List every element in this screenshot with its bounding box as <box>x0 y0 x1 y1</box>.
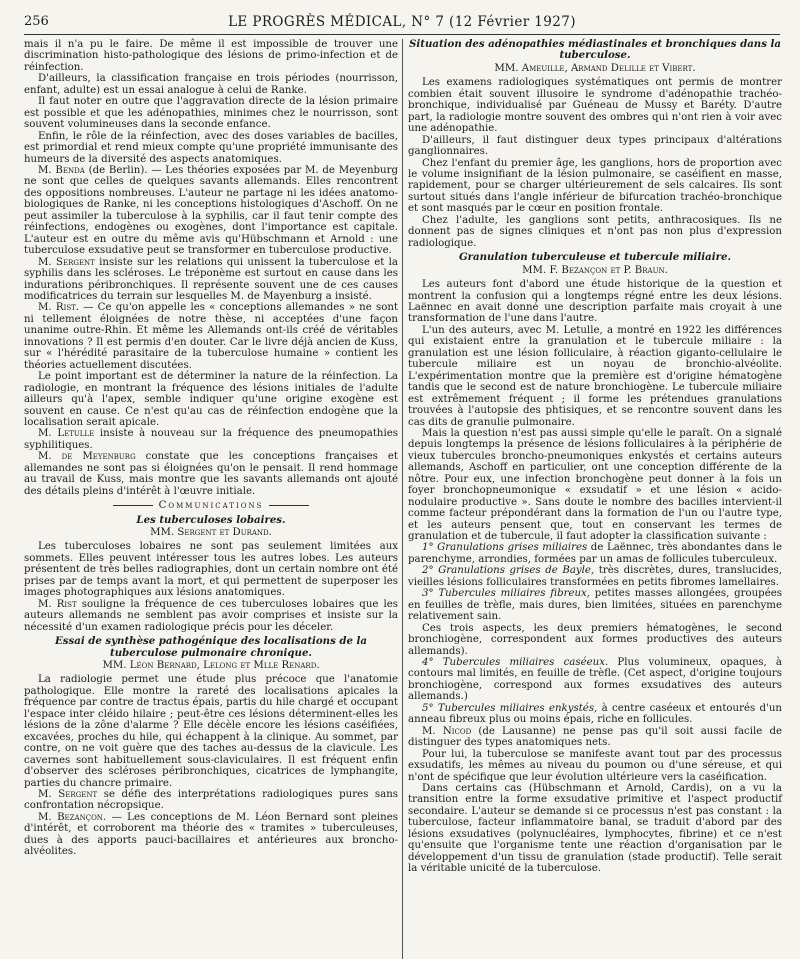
paragraph-text: — Ce qu'on appelle les « conceptions allemandes » ne sont ni tellement éloignées de notre thèse, ni acceptées d'une façon unanime outre-Rhin. Et même les Allemands ont-ils créé de véritables innovations ? Il est permis d'en douter. Car le livre déjà ancien de Kuss, sur « l'hérédité parasitaire de la tuberculose humaine » contient les théories actuellement discutées. <box>24 302 399 371</box>
paragraph <box>24 257 398 303</box>
section-title: Granulation tuberculeuse et tubercule miliaire. <box>458 251 732 264</box>
speaker-name: M. Letulle <box>38 428 95 440</box>
communications-heading <box>24 500 398 511</box>
list-item <box>408 542 782 565</box>
paragraph <box>24 302 398 371</box>
list-item-head: 3° Tubercules miliaires fibreux, <box>422 588 591 600</box>
paragraph-text: (de Lausanne) ne pense pas qu'il soit aussi facile de distinguer des types anatomiques nets. <box>408 725 782 749</box>
section-title: Les tuberculoses lobaires. <box>136 513 286 526</box>
heading-rule <box>113 505 153 506</box>
paragraph: mais il n'a pu le faire. De même il est impossible de trouver une discrimination histo-pathologique des lésions de primo-infection et de réinfection. <box>24 39 398 73</box>
paragraph-text: — Les conceptions de M. Léon Bernard sont pleines d'intérêt, et corroborent ma théorie des « tramites » tuberculeuses, dues à des apports pauci-bacillaires et antérieures aux broncho-alvéolites. <box>24 811 398 858</box>
paragraph: Le point important est de déterminer la nature de la réinfection. La radiologie, en montrant la fréquence des lésions initiales de l'adulte ailleurs qu'à l'apex, semble indiquer qu'une origine exogène est souvent en cause. Ce n'est qu'au cas de réinfection endogène que la localisation serait apicale. <box>24 371 398 428</box>
paragraph: Les auteurs font d'abord une étude historique de la question et montrent la confusion qui a longtemps régné entre les deux lésions. Laënnec en avait donné une description parfaite mais croyait à une transformation de l'une dans l'autre. <box>408 279 782 325</box>
paragraph-text: insiste à nouveau sur la fréquence des pneumopathies syphilitiques. <box>24 428 398 451</box>
paragraph: La radiologie permet une étude plus précoce que l'anatomie pathologique. Elle montre la rareté des localisations apicales la fréquence par contre de tractus épais, partis du hile chargé et occupant l'espace inter cléido hilaire ; peut-être ces lésions déterminent-elles les lésions de la zône d'alarme ? Elle décèle encore les lésions caséifiées, excavées, proches du hile, qui échappent à la clinique. Au sommet, par contre, on ne voit guère que des taches au-dessus de la clavicule. Les cavernes sont habituellement sous-claviculaires. Il est fréquent enfin d'observer des scléroses péribronchiques, cicatrices de lymphangite, parties du chancre primaire. <box>24 674 398 789</box>
paragraph <box>24 428 398 451</box>
paragraph: Dans certains cas (Hübschmann et Arnold, Cardis), on a vu la transition entre la forme exsudative primitive et l'aspect productif secondaire. L'auteur se demande si ce processus n'est pas constant : la tuberculose, facteur inflammatoire banal, se traduit d'abord par des lésions exsudatives (polynucléaires, lymphocytes, fibrine) et ce n'est qu'ensuite que l'organisme tente une réaction d'organisation par le développement d'un tissu de granulation (stade productif). Telle serait la véritable unicité de la tuberculose. <box>408 783 782 875</box>
paragraph-text: constate que les conceptions françaises et allemandes ne sont pas si éloignées qu'on le pensait. Il rend hommage au travail de Kuss, mais montre que les savants allemands ont ajouté des détails pleins d'intérêt à l'œuvre initiale. <box>24 451 398 497</box>
list-item <box>408 588 782 622</box>
paragraph: Chez l'enfant du premier âge, les ganglions, hors de proportion avec le volume insignifiant de la lésion pulmonaire, se caséifient en masse, rapidement, pour se charger ultérieurement de sels calcaires. Ils sont surtout situés dans l'angle inférieur de bifurcation trachéo-bronchique et sont masqués par le cœur en position frontale. <box>408 157 782 215</box>
list-item <box>408 703 782 726</box>
heading-rule <box>269 505 309 506</box>
paragraph: Il faut noter en outre que l'aggravation directe de la lésion primaire est possible et que les adénopathies, minimes chez le nourrisson, sont souvent volumineuses dans la seconde enfance. <box>24 96 398 131</box>
page-number: 256 <box>24 14 49 29</box>
paragraph: Chez l'adulte, les ganglions sont petits, anthracosiques. Ils ne donnent pas de signes cliniques et n'ont pas non plus d'expression radiologique. <box>408 214 782 249</box>
list-item-head: 5° Tubercules miliaires enkystés, <box>422 702 598 714</box>
speaker-name: M. Nicod <box>422 725 472 737</box>
paragraph <box>24 599 398 633</box>
list-item <box>408 565 782 588</box>
list-item <box>408 657 782 703</box>
paragraph <box>24 165 398 257</box>
speaker-name: M. Rist. <box>38 302 80 314</box>
section-authors: MM. Ameuille, Armand Delille et Vibert. <box>494 62 696 74</box>
list-item-head: 4° Tubercules miliaires caséeux. <box>422 657 609 669</box>
speaker-name: M. Benda <box>38 164 85 176</box>
paragraph-text: (de Berlin). — Les théories exposées par M. de Meyenburg ne sont que celles de quelques savants allemands. Elles rencontrent des oppositions nombreuses. L'auteur ne partage ni les idées anatomo-biologiques de Ranke, ni les conceptions histologiques d'Aschoff. On ne peut assimiler la tuberculose à la syphilis, car il faut tenir compte des réinfections, endogènes ou exogènes, dont l'importance est capitale. L'auteur est en outre du même avis qu'Hübschmann et Arnold : une tuberculose exsudative peut se transformer en tuberculose productive. <box>24 164 399 257</box>
paragraph: Les tuberculoses lobaires ne sont pas seulement limitées aux sommets. Elles peuvent intéresser tous les autres lobes. Les auteurs présentent de très belles radiographies, dont un certain nombre ont été prises par de temps avant la mort, et qui permettent de superposer les images photographiques aux lésions anatomiques. <box>24 541 398 599</box>
list-item-text: petites masses allongées, groupées en feuilles de trèfle, mais dures, bien limitées, situées en parenchyme relativement sain. <box>408 588 782 623</box>
paragraph <box>24 789 398 812</box>
paragraph: Les examens radiologiques systématiques ont permis de montrer combien était souvent illusoire le syndrome d'adénopathie trachéo-bronchique, individualisé par Guéneau de Mussy et Baréty. D'autre part, la radiologie montre souvent des ombres qui n'ont rien à voir avec une adénopathie. <box>408 77 782 135</box>
paragraph: Mais la question n'est pas aussi simple qu'elle le paraît. On a signalé depuis longtemps la présence de lésions folliculaires à la périphérie de vieux tubercules broncho-pneumoniques enkystés et certains auteurs allemands, Aschoff en particulier, ont une conception différente de la nôtre. Pour eux, une infection bronchogène peut donner à la fois un foyer bronchopneumonique « exsudatif » et une lésion « acido-nodulaire productive ». Sans doute le nombre des bacilles intervient-il comme facteur prépondérant dans la formation de l'un ou l'autre type, et les auteurs pensent que, tout en conservant les termes de granulation et de tubercule, il faut adopter la classification suivante : <box>408 427 782 543</box>
paragraph: D'ailleurs, la classification française en trois périodes (nourrisson, enfant, adulte) est un essai analogue à celui de Ranke. <box>24 73 398 96</box>
list-item-text: de Laënnec, très abondantes dans le parenchyme, arrondies, formées par un amas de follicules tuberculeux. <box>408 542 782 565</box>
list-item-head: 2° Granulations grises de Bayle, <box>422 565 595 577</box>
paragraph-text: insiste sur les relations qui unissent la tuberculose et la syphilis dans les scléroses. Le tréponème est surtout en cause dans les indurations péribronchiques. Il représente souvent une de ces causes modificatrices du terrain sur lesquelles M. de Mayenburg a insisté. <box>24 256 398 302</box>
speaker-name: M. Rist <box>38 598 77 610</box>
speaker-name: M. de Meyenburg <box>38 451 136 463</box>
communications-label: Communications <box>158 500 264 512</box>
left-column <box>24 39 398 858</box>
speaker-name: M. Bezançon. <box>38 811 107 823</box>
paragraph <box>408 726 782 749</box>
section-authors: MM. Sergent et Durand. <box>150 527 272 539</box>
paragraph: Pour lui, la tuberculose se manifeste avant tout par des processus exsudatifs, les mêmes au niveau du poumon ou d'une séreuse, et qui n'ont de spécifique que leur évolution ultérieure vers la caséification. <box>408 748 782 783</box>
paragraph: L'un des auteurs, avec M. Letulle, a montré en 1922 les différences qui existaient entre la granulation et le tubercule miliaire : la granulation est une lésion folliculaire, à réaction giganto-cellulaire le tubercule miliaire est un noyau de bronchio-alvéolite. L'expérimentation montre que la première est d'origine hématogène tandis que le second est de nature bronchiogène. Le tubercule miliaire est extrêmement fréquent ; il forme les prétendues granulations trouvées à l'autopsie des phtisiques, et se rencontre souvent dans les cas dits de granulie pulmonaire. <box>408 324 782 428</box>
section-authors: MM. F. Bezançon et P. Braun. <box>522 264 668 276</box>
speaker-name: M. Sergent <box>38 789 98 800</box>
running-title: LE PROGRÈS MÉDICAL, N° 7 (12 Février 1927) <box>228 14 576 30</box>
list-item-head: 1° Granulations grises miliaires <box>422 542 588 554</box>
speaker-name: M. Sergent <box>38 256 95 268</box>
paragraph: D'ailleurs, il faut distinguer deux types principaux d'altérations ganglionnaires. <box>408 134 782 158</box>
list-item-text: à centre caséeux et entourés d'un anneau fibreux plus ou moins épais, riche en follicules. <box>408 702 782 726</box>
paragraph-text: souligne la fréquence de ces tuberculoses lobaires que les auteurs allemands ne semblent pas avoir comprises et insiste sur la nécessité d'un examen radiologique précis pour les déceler. <box>24 598 398 633</box>
right-column <box>408 39 782 875</box>
section-title: Situation des adénopathies médiastinales et bronchiques dans la tuberculose. <box>409 38 781 62</box>
list-item-text: Plus volumineux, opaques, à contours mal limités, en feuille de trèfle. (Cet aspect, d'origine toujours bronchiogène, correspond aux formes exsudatives des auteurs allemands.) <box>408 657 782 703</box>
section-authors: MM. Léon Bernard, Lelong et Mlle Renard. <box>102 660 320 672</box>
paragraph <box>24 812 398 858</box>
column-divider <box>402 39 403 959</box>
paragraph-text: se défie des interprétations radiologiques pures sans confrontation nécropsique. <box>24 789 399 812</box>
section-title: Essai de synthèse pathogénique des localisations de la tuberculose pulmonaire chronique. <box>54 635 367 659</box>
paragraph: Ces trois aspects, les deux premiers hématogènes, le second bronchiogène, correspondent aux formes productives des auteurs allemands). <box>408 622 782 657</box>
paragraph: Enfin, le rôle de la réinfection, avec des doses variables de bacilles, est primordial et rend mieux compte qu'une propriété immunisante des humeurs de la diversité des aspects anatomiques. <box>24 130 398 165</box>
paragraph <box>24 451 398 497</box>
list-item-text: très discrètes, dures, translucides, vieilles lésions folliculaires transformées en petits fibromes lamellaires. <box>408 565 782 588</box>
page-header <box>24 12 780 35</box>
